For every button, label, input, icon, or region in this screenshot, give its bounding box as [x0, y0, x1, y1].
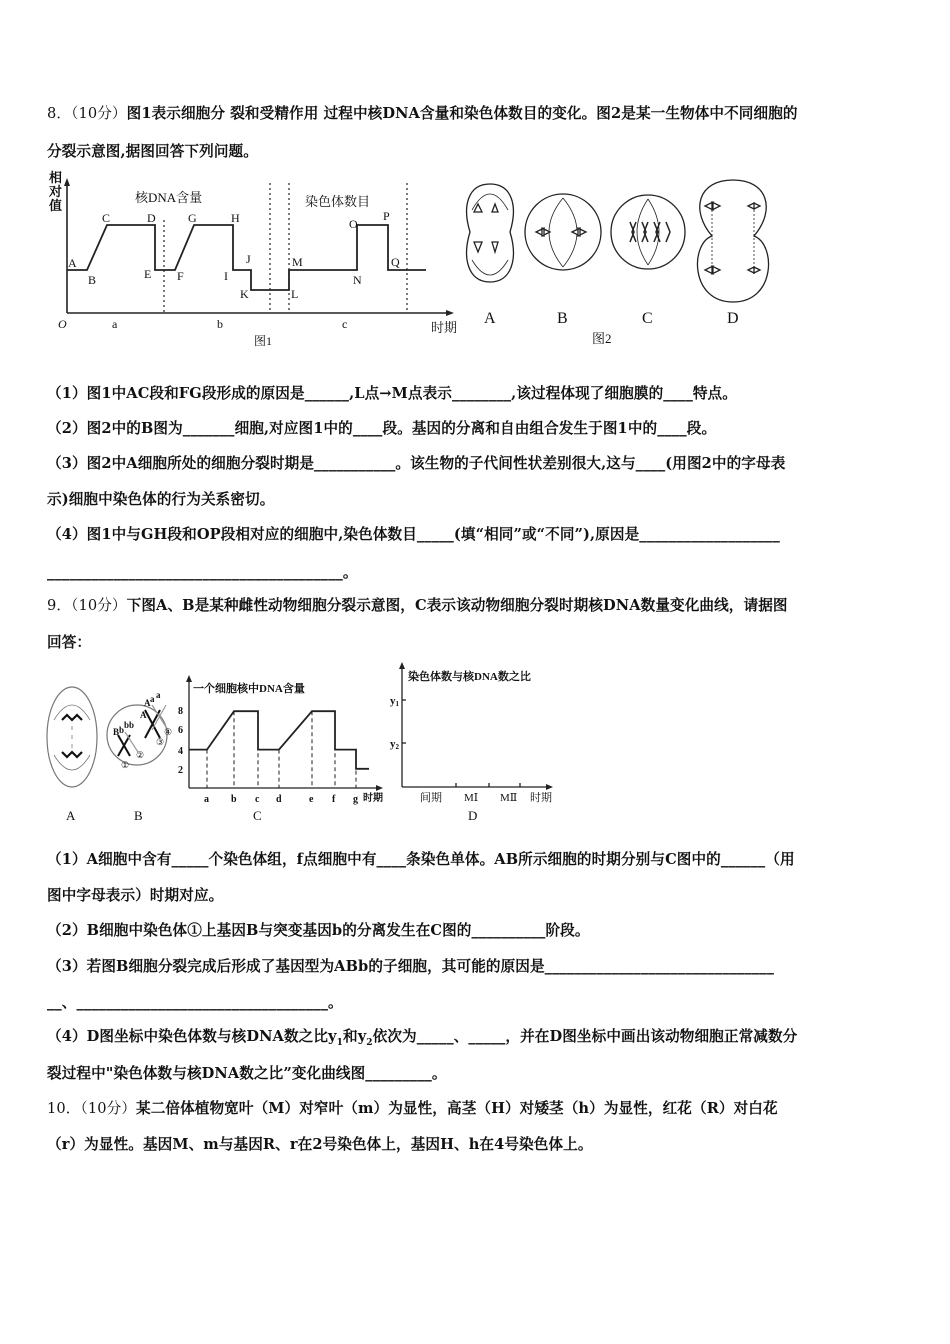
q9-sub3-line1: （3）若图B细胞分裂完成后形成了基因型为ABb的子细胞，其可能的原因是_______________________________ — [47, 958, 774, 975]
circled-number: ① — [121, 760, 130, 770]
q8-number: 8．（10分） — [47, 105, 127, 122]
chart-c-ytick: 4 — [178, 746, 183, 757]
q9-number: 9．（10分） — [47, 597, 127, 614]
chart-c-xtick: c — [255, 794, 260, 805]
cell-a — [467, 184, 514, 282]
q9-label-b: B — [134, 808, 143, 823]
fig1-point-label: I — [224, 269, 228, 283]
circled-number: ③ — [156, 737, 165, 747]
q10-stem-line2: （r）为显性。基因M、m与基因R、r在2号染色体上，基因H、h在4号染色体上。 — [47, 1136, 593, 1153]
q8-figure1 — [40, 170, 460, 350]
chart-d-xlabel: 时期 — [530, 792, 552, 804]
fig1-left-title: 核DNA含量 — [135, 190, 203, 205]
chart-c-ytick: 6 — [178, 725, 183, 736]
fig1-origin-label: O — [58, 317, 67, 331]
chart-c-xtick: d — [276, 794, 282, 805]
chart-d-ytick-y1: y1 — [390, 695, 399, 708]
circled-number: ② — [136, 750, 145, 760]
q8-sub4-line2: ________________________________________。 — [47, 564, 358, 581]
gene-label: b — [124, 720, 130, 730]
fig2-label-c: C — [642, 310, 653, 327]
fig2-label-b: B — [557, 310, 568, 327]
q8-sub3-line1: （3）图2中A细胞所处的细胞分裂时期是___________。该生物的子代间性状差别很大,这与____(用图2中的字母表 — [47, 455, 786, 472]
q9-sub4-text: （4）D图坐标中染色体数与核DNA数之比y — [47, 1028, 337, 1045]
fig1-caption: 图1 — [254, 334, 273, 348]
fig1-right-title: 染色体数目 — [305, 194, 371, 209]
fig1-ylabel-3: 值 — [49, 198, 63, 213]
chart-c-xtick: a — [204, 794, 209, 805]
q8-stem-line1 — [47, 102, 798, 123]
q8-figure2 — [450, 170, 790, 350]
gene-label: A — [144, 698, 151, 708]
fig1-point-label: K — [240, 287, 249, 301]
q8-stem-text: 图1表示细胞分 裂和受精作用 过程中核DNA含量和染色体数目的变化。图2是某一生物体中不同细胞的 — [126, 105, 798, 122]
chart-c-xtick: f — [332, 794, 336, 805]
fig1-x-label: 时期 — [431, 320, 458, 335]
chart-c-marks — [189, 711, 369, 788]
q8-sub3-line2: 示)细胞中染色体的行为关系密切。 — [47, 491, 275, 508]
q9-sub2: （2）B细胞中染色体①上基因B与突变基因b的分离发生在C图的__________阶段。 — [47, 922, 590, 939]
fig1-ylabel-1: 相 — [49, 170, 63, 185]
q9-stem-line2: 回答： — [47, 634, 92, 651]
chart-d-xtick: 间期 — [420, 792, 442, 804]
q9-sub4-line1 — [47, 1025, 797, 1048]
q8-sub1: （1）图1中AC段和FG段形成的原因是______,L点→M点表示________,该过程体现了细胞膜的____特点。 — [47, 385, 737, 402]
q9-figures — [40, 660, 720, 830]
gene-label: B — [113, 727, 120, 737]
chart-c-xtick: e — [309, 794, 314, 805]
cell-d — [697, 180, 768, 302]
fig1-point-label: P — [383, 209, 390, 223]
fig2-label-a: A — [484, 310, 496, 327]
chart-d-xtick: MⅠ — [464, 792, 479, 804]
fig2-caption: 图2 — [592, 331, 612, 346]
subscript: 2 — [366, 1037, 373, 1048]
fig1-point-label: M — [292, 255, 303, 269]
q9-sub4-text: 依次为_____、_____，并在D图坐标中画出该动物细胞正常减数分 — [372, 1028, 798, 1045]
fig1-point-label: C — [102, 211, 111, 225]
q9-sub4-line2: 裂过程中"染色体数与核DNA数之比”变化曲线图_________。 — [47, 1065, 447, 1082]
chart-c-title: 一个细胞核中DNA含量 — [193, 683, 305, 695]
q9-sub4-text: 和y — [343, 1028, 367, 1045]
fig1-point-label: D — [147, 211, 156, 225]
fig1-point-label: A — [68, 256, 77, 270]
q9-stem-text: 下图A、B是某种雌性动物细胞分裂示意图，C表示该动物细胞分裂时期核DNA数量变化曲线，请据图 — [126, 597, 788, 614]
chart-c-caption: C — [253, 808, 262, 823]
fig1-point-label: L — [291, 287, 299, 301]
gene-label: a — [150, 694, 155, 704]
q10-number: 10．（10分） — [47, 1100, 137, 1117]
chart-c-xtick: b — [231, 794, 237, 805]
chart-c-xlabel: 时期 — [363, 793, 383, 804]
chart-c-ytick: 8 — [178, 706, 183, 717]
circled-number: ④ — [164, 727, 173, 737]
fig1-point-label: G — [188, 211, 197, 225]
fig1-point-label: H — [231, 211, 240, 225]
fig1-point-label: O — [349, 217, 358, 231]
gene-label: b — [129, 720, 135, 730]
fig1-ylabel-2: 对 — [49, 184, 63, 199]
chart-c-ytick: 2 — [178, 765, 183, 776]
fig1-point-label: E — [144, 267, 152, 281]
fig1-point-label: N — [353, 273, 362, 287]
q9-label-a: A — [66, 808, 76, 823]
fig1-stage-label: a — [112, 317, 118, 331]
cell-c — [611, 195, 685, 269]
chart-d-title: 染色体数与核DNA数之比 — [408, 671, 531, 683]
q9-sub1-line1: （1）A细胞中含有_____个染色体组，f点细胞中有____条染色单体。AB所示细胞的时期分别与C图中的______（用 — [47, 851, 795, 868]
fig1-stage-label: b — [217, 317, 223, 331]
fig1-point-label: B — [88, 273, 97, 287]
q8-stem-line2: 分裂示意图,据图回答下列问题。 — [47, 143, 258, 160]
q9-sub1-line2: 图中字母表示）时期对应。 — [47, 887, 224, 904]
chart-d-ytick-y2: y2 — [390, 738, 399, 751]
gene-label: a — [156, 690, 161, 700]
q9-stem-line1 — [47, 594, 788, 615]
gene-label: A — [140, 710, 147, 720]
fig2-label-d: D — [727, 310, 739, 327]
gene-label: b — [119, 725, 125, 735]
subscript: 1 — [336, 1037, 343, 1048]
fig1-point-label: F — [177, 269, 184, 283]
q10-stem-line1 — [47, 1097, 778, 1118]
q8-sub2: （2）图2中的B图为_______细胞,对应图1中的____段。基因的分离和自由组合发生于图1中的____段。 — [47, 420, 717, 437]
chart-d-caption: D — [468, 808, 478, 823]
q9-sub3-line2: __、__________________________________。 — [47, 994, 343, 1011]
fig1-stage-label: c — [342, 317, 348, 331]
q8-sub4-line1: （4）图1中与GH段和OP段相对应的细胞中,染色体数目_____(填“相同”或“不同”),原因是___________________ — [47, 526, 780, 543]
fig1-point-label: J — [246, 252, 251, 266]
q10-stem-text: 某二倍体植物宽叶（M）对窄叶（m）为显性，高茎（H）对矮茎（h）为显性，红花（R）对白花 — [136, 1100, 778, 1117]
chart-c-xtick: g — [353, 794, 358, 805]
chart-d-xtick: MⅡ — [500, 792, 518, 804]
fig1-point-label: Q — [391, 255, 400, 269]
